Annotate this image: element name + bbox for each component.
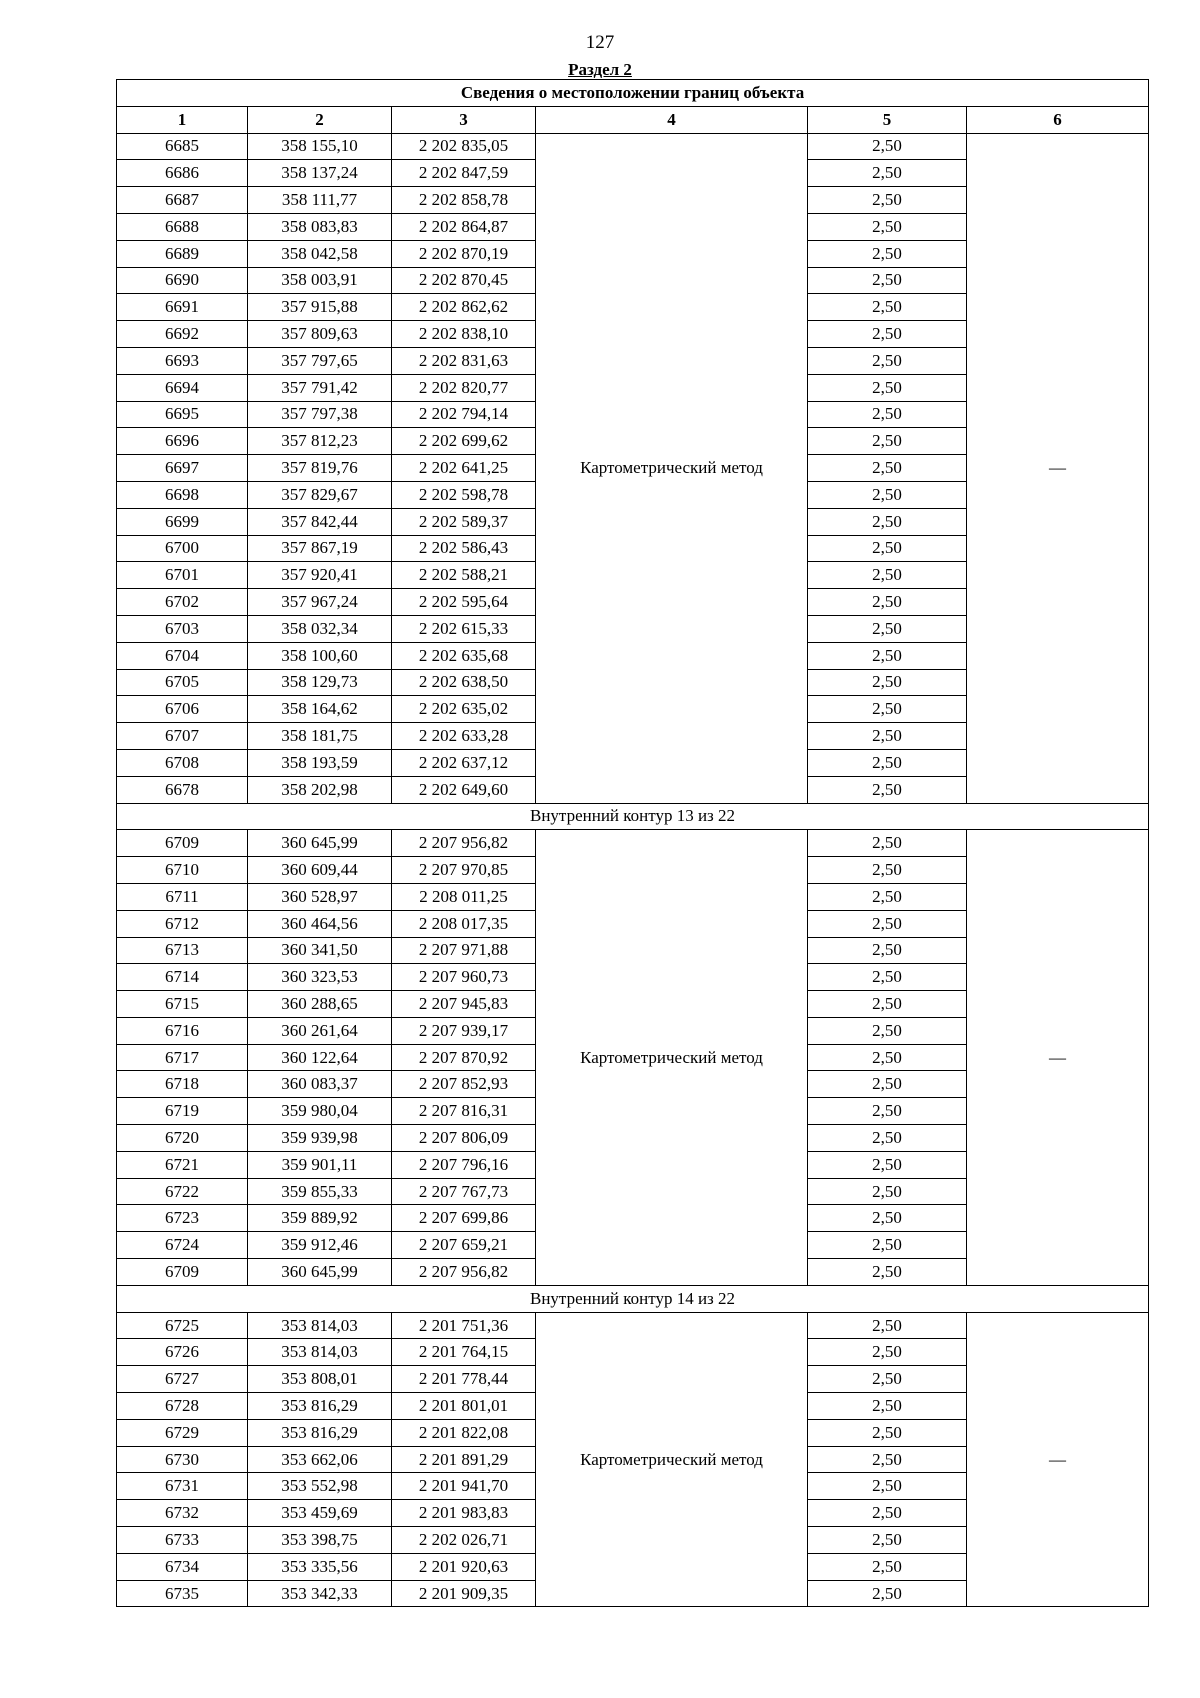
point-number-cell: 6710 — [117, 857, 248, 884]
column-header-3: 3 — [392, 106, 536, 133]
coordinate-y-cell: 2 207 852,93 — [392, 1071, 536, 1098]
column6-cell: — — [967, 1312, 1149, 1607]
accuracy-cell: 2,50 — [808, 589, 967, 616]
point-number-cell: 6692 — [117, 321, 248, 348]
coordinate-y-cell: 2 207 767,73 — [392, 1178, 536, 1205]
coordinate-y-cell: 2 207 816,31 — [392, 1098, 536, 1125]
accuracy-cell: 2,50 — [808, 776, 967, 803]
coordinate-x-cell: 358 003,91 — [248, 267, 392, 294]
coordinate-y-cell: 2 202 638,50 — [392, 669, 536, 696]
coordinate-y-cell: 2 202 835,05 — [392, 133, 536, 160]
point-number-cell: 6702 — [117, 589, 248, 616]
accuracy-cell: 2,50 — [808, 374, 967, 401]
coordinate-y-cell: 2 202 794,14 — [392, 401, 536, 428]
coordinate-y-cell: 2 207 796,16 — [392, 1151, 536, 1178]
point-number-cell: 6732 — [117, 1500, 248, 1527]
coordinate-x-cell: 353 662,06 — [248, 1446, 392, 1473]
point-number-cell: 6695 — [117, 401, 248, 428]
accuracy-cell: 2,50 — [808, 1500, 967, 1527]
point-number-cell: 6706 — [117, 696, 248, 723]
coordinate-x-cell: 357 829,67 — [248, 481, 392, 508]
coordinate-x-cell: 357 842,44 — [248, 508, 392, 535]
coordinate-y-cell: 2 208 017,35 — [392, 910, 536, 937]
coordinate-y-cell: 2 207 870,92 — [392, 1044, 536, 1071]
accuracy-cell: 2,50 — [808, 240, 967, 267]
coordinate-y-cell: 2 202 831,63 — [392, 347, 536, 374]
coordinate-y-cell: 2 202 838,10 — [392, 321, 536, 348]
coordinate-x-cell: 358 083,83 — [248, 213, 392, 240]
accuracy-cell: 2,50 — [808, 535, 967, 562]
accuracy-cell: 2,50 — [808, 267, 967, 294]
accuracy-cell: 2,50 — [808, 1071, 967, 1098]
contour-label-row — [117, 803, 1149, 830]
table-title: Сведения о местоположении границ объекта — [117, 80, 1149, 107]
coordinate-x-cell: 358 129,73 — [248, 669, 392, 696]
coordinate-x-cell: 360 609,44 — [248, 857, 392, 884]
accuracy-cell: 2,50 — [808, 723, 967, 750]
point-number-cell: 6735 — [117, 1580, 248, 1607]
point-number-cell: 6690 — [117, 267, 248, 294]
coordinate-x-cell: 358 042,58 — [248, 240, 392, 267]
point-number-cell: 6686 — [117, 160, 248, 187]
accuracy-cell: 2,50 — [808, 1232, 967, 1259]
column-header-6: 6 — [967, 106, 1149, 133]
coordinate-x-cell: 358 155,10 — [248, 133, 392, 160]
coordinate-x-cell: 360 122,64 — [248, 1044, 392, 1071]
coordinate-x-cell: 357 915,88 — [248, 294, 392, 321]
point-number-cell: 6708 — [117, 749, 248, 776]
accuracy-cell: 2,50 — [808, 883, 967, 910]
accuracy-cell: 2,50 — [808, 1553, 967, 1580]
point-number-cell: 6722 — [117, 1178, 248, 1205]
coordinate-x-cell: 360 645,99 — [248, 830, 392, 857]
coordinate-y-cell: 2 201 920,63 — [392, 1553, 536, 1580]
coordinate-y-cell: 2 202 588,21 — [392, 562, 536, 589]
boundary-table — [116, 79, 1149, 1607]
coordinate-y-cell: 2 202 858,78 — [392, 187, 536, 214]
coordinate-y-cell: 2 202 641,25 — [392, 455, 536, 482]
coordinate-x-cell: 358 032,34 — [248, 615, 392, 642]
column-header-1: 1 — [117, 106, 248, 133]
point-number-cell: 6728 — [117, 1393, 248, 1420]
accuracy-cell: 2,50 — [808, 160, 967, 187]
coordinate-x-cell: 358 111,77 — [248, 187, 392, 214]
column-header-row — [117, 106, 1149, 133]
coordinate-x-cell: 360 288,65 — [248, 991, 392, 1018]
point-number-cell: 6731 — [117, 1473, 248, 1500]
coordinate-y-cell: 2 202 820,77 — [392, 374, 536, 401]
point-number-cell: 6701 — [117, 562, 248, 589]
point-number-cell: 6724 — [117, 1232, 248, 1259]
point-number-cell: 6713 — [117, 937, 248, 964]
accuracy-cell: 2,50 — [808, 401, 967, 428]
point-number-cell: 6689 — [117, 240, 248, 267]
coordinate-y-cell: 2 201 764,15 — [392, 1339, 536, 1366]
table-row — [117, 133, 1149, 160]
coordinate-y-cell: 2 202 589,37 — [392, 508, 536, 535]
accuracy-cell: 2,50 — [808, 964, 967, 991]
accuracy-cell: 2,50 — [808, 1178, 967, 1205]
accuracy-cell: 2,50 — [808, 669, 967, 696]
coordinate-x-cell: 359 912,46 — [248, 1232, 392, 1259]
accuracy-cell: 2,50 — [808, 508, 967, 535]
coordinate-y-cell: 2 202 586,43 — [392, 535, 536, 562]
point-number-cell: 6729 — [117, 1419, 248, 1446]
accuracy-cell: 2,50 — [808, 1446, 967, 1473]
coordinate-y-cell: 2 202 862,62 — [392, 294, 536, 321]
method-cell: Картометрический метод — [536, 1312, 808, 1607]
coordinate-y-cell: 2 202 595,64 — [392, 589, 536, 616]
coordinate-y-cell: 2 201 822,08 — [392, 1419, 536, 1446]
coordinate-y-cell: 2 207 971,88 — [392, 937, 536, 964]
point-number-cell: 6707 — [117, 723, 248, 750]
method-cell: Картометрический метод — [536, 830, 808, 1286]
point-number-cell: 6723 — [117, 1205, 248, 1232]
point-number-cell: 6730 — [117, 1446, 248, 1473]
contour-label: Внутренний контур 13 из 22 — [117, 803, 1149, 830]
contour-label-row — [117, 1285, 1149, 1312]
point-number-cell: 6685 — [117, 133, 248, 160]
accuracy-cell: 2,50 — [808, 1473, 967, 1500]
coordinate-y-cell: 2 202 635,68 — [392, 642, 536, 669]
point-number-cell: 6734 — [117, 1553, 248, 1580]
accuracy-cell: 2,50 — [808, 347, 967, 374]
accuracy-cell: 2,50 — [808, 937, 967, 964]
point-number-cell: 6694 — [117, 374, 248, 401]
coordinate-y-cell: 2 202 870,19 — [392, 240, 536, 267]
accuracy-cell: 2,50 — [808, 830, 967, 857]
accuracy-cell: 2,50 — [808, 455, 967, 482]
coordinate-x-cell: 360 464,56 — [248, 910, 392, 937]
coordinate-x-cell: 358 193,59 — [248, 749, 392, 776]
coordinate-x-cell: 357 920,41 — [248, 562, 392, 589]
accuracy-cell: 2,50 — [808, 187, 967, 214]
coordinate-y-cell: 2 202 615,33 — [392, 615, 536, 642]
point-number-cell: 6712 — [117, 910, 248, 937]
coordinate-y-cell: 2 202 864,87 — [392, 213, 536, 240]
accuracy-cell: 2,50 — [808, 642, 967, 669]
coordinate-x-cell: 353 808,01 — [248, 1366, 392, 1393]
coordinate-x-cell: 358 202,98 — [248, 776, 392, 803]
coordinate-y-cell: 2 202 699,62 — [392, 428, 536, 455]
accuracy-cell: 2,50 — [808, 1366, 967, 1393]
column6-cell: — — [967, 830, 1149, 1286]
coordinate-x-cell: 353 459,69 — [248, 1500, 392, 1527]
point-number-cell: 6703 — [117, 615, 248, 642]
accuracy-cell: 2,50 — [808, 1098, 967, 1125]
coordinate-x-cell: 360 261,64 — [248, 1017, 392, 1044]
coordinate-y-cell: 2 207 659,21 — [392, 1232, 536, 1259]
accuracy-cell: 2,50 — [808, 1580, 967, 1607]
coordinate-x-cell: 357 967,24 — [248, 589, 392, 616]
coordinate-y-cell: 2 201 891,29 — [392, 1446, 536, 1473]
coordinate-x-cell: 358 181,75 — [248, 723, 392, 750]
coordinate-y-cell: 2 207 939,17 — [392, 1017, 536, 1044]
point-number-cell: 6718 — [117, 1071, 248, 1098]
coordinate-y-cell: 2 208 011,25 — [392, 883, 536, 910]
coordinate-y-cell: 2 201 983,83 — [392, 1500, 536, 1527]
point-number-cell: 6711 — [117, 883, 248, 910]
coordinate-x-cell: 357 797,38 — [248, 401, 392, 428]
accuracy-cell: 2,50 — [808, 857, 967, 884]
coordinate-x-cell: 359 901,11 — [248, 1151, 392, 1178]
accuracy-cell: 2,50 — [808, 1125, 967, 1152]
accuracy-cell: 2,50 — [808, 428, 967, 455]
accuracy-cell: 2,50 — [808, 562, 967, 589]
coordinate-y-cell: 2 201 751,36 — [392, 1312, 536, 1339]
point-number-cell: 6696 — [117, 428, 248, 455]
accuracy-cell: 2,50 — [808, 1339, 967, 1366]
coordinate-x-cell: 360 323,53 — [248, 964, 392, 991]
accuracy-cell: 2,50 — [808, 294, 967, 321]
accuracy-cell: 2,50 — [808, 1393, 967, 1420]
coordinate-x-cell: 357 797,65 — [248, 347, 392, 374]
coordinate-x-cell: 357 819,76 — [248, 455, 392, 482]
coordinate-y-cell: 2 202 870,45 — [392, 267, 536, 294]
point-number-cell: 6709 — [117, 1259, 248, 1286]
accuracy-cell: 2,50 — [808, 991, 967, 1018]
point-number-cell: 6697 — [117, 455, 248, 482]
coordinate-x-cell: 358 164,62 — [248, 696, 392, 723]
point-number-cell: 6714 — [117, 964, 248, 991]
coordinate-y-cell: 2 207 699,86 — [392, 1205, 536, 1232]
point-number-cell: 6719 — [117, 1098, 248, 1125]
coordinate-y-cell: 2 201 778,44 — [392, 1366, 536, 1393]
point-number-cell: 6709 — [117, 830, 248, 857]
coordinate-x-cell: 357 812,23 — [248, 428, 392, 455]
coordinate-x-cell: 353 814,03 — [248, 1339, 392, 1366]
coordinate-x-cell: 358 100,60 — [248, 642, 392, 669]
coordinate-x-cell: 359 889,92 — [248, 1205, 392, 1232]
point-number-cell: 6687 — [117, 187, 248, 214]
coordinate-x-cell: 353 816,29 — [248, 1393, 392, 1420]
table-row — [117, 830, 1149, 857]
point-number-cell: 6726 — [117, 1339, 248, 1366]
accuracy-cell: 2,50 — [808, 1044, 967, 1071]
table-row — [117, 1312, 1149, 1339]
coordinate-y-cell: 2 202 847,59 — [392, 160, 536, 187]
coordinate-y-cell: 2 207 956,82 — [392, 830, 536, 857]
accuracy-cell: 2,50 — [808, 1151, 967, 1178]
point-number-cell: 6733 — [117, 1527, 248, 1554]
method-cell: Картометрический метод — [536, 133, 808, 803]
point-number-cell: 6691 — [117, 294, 248, 321]
accuracy-cell: 2,50 — [808, 321, 967, 348]
point-number-cell: 6727 — [117, 1366, 248, 1393]
coordinate-x-cell: 357 791,42 — [248, 374, 392, 401]
coordinate-x-cell: 360 083,37 — [248, 1071, 392, 1098]
coordinate-y-cell: 2 202 598,78 — [392, 481, 536, 508]
coordinate-x-cell: 358 137,24 — [248, 160, 392, 187]
coordinate-x-cell: 359 980,04 — [248, 1098, 392, 1125]
point-number-cell: 6716 — [117, 1017, 248, 1044]
coordinate-x-cell: 359 855,33 — [248, 1178, 392, 1205]
point-number-cell: 6698 — [117, 481, 248, 508]
point-number-cell: 6705 — [117, 669, 248, 696]
coordinate-y-cell: 2 202 026,71 — [392, 1527, 536, 1554]
accuracy-cell: 2,50 — [808, 749, 967, 776]
coordinate-y-cell: 2 201 801,01 — [392, 1393, 536, 1420]
coordinate-x-cell: 360 645,99 — [248, 1259, 392, 1286]
page-number: 127 — [585, 32, 615, 53]
accuracy-cell: 2,50 — [808, 1419, 967, 1446]
coordinate-x-cell: 353 816,29 — [248, 1419, 392, 1446]
accuracy-cell: 2,50 — [808, 1259, 967, 1286]
coordinate-y-cell: 2 201 941,70 — [392, 1473, 536, 1500]
accuracy-cell: 2,50 — [808, 133, 967, 160]
coordinate-y-cell: 2 207 945,83 — [392, 991, 536, 1018]
coordinate-x-cell: 357 867,19 — [248, 535, 392, 562]
point-number-cell: 6715 — [117, 991, 248, 1018]
point-number-cell: 6688 — [117, 213, 248, 240]
column-header-5: 5 — [808, 106, 967, 133]
accuracy-cell: 2,50 — [808, 910, 967, 937]
coordinate-y-cell: 2 207 970,85 — [392, 857, 536, 884]
point-number-cell: 6700 — [117, 535, 248, 562]
coordinate-x-cell: 353 398,75 — [248, 1527, 392, 1554]
column6-cell: — — [967, 133, 1149, 803]
coordinate-x-cell: 353 814,03 — [248, 1312, 392, 1339]
coordinate-x-cell: 360 528,97 — [248, 883, 392, 910]
coordinate-y-cell: 2 207 806,09 — [392, 1125, 536, 1152]
coordinate-y-cell: 2 201 909,35 — [392, 1580, 536, 1607]
point-number-cell: 6704 — [117, 642, 248, 669]
accuracy-cell: 2,50 — [808, 1205, 967, 1232]
accuracy-cell: 2,50 — [808, 696, 967, 723]
point-number-cell: 6725 — [117, 1312, 248, 1339]
coordinate-y-cell: 2 202 637,12 — [392, 749, 536, 776]
coordinate-y-cell: 2 202 633,28 — [392, 723, 536, 750]
accuracy-cell: 2,50 — [808, 213, 967, 240]
coordinate-x-cell: 353 335,56 — [248, 1553, 392, 1580]
point-number-cell: 6693 — [117, 347, 248, 374]
coordinate-x-cell: 360 341,50 — [248, 937, 392, 964]
coordinate-y-cell: 2 207 956,82 — [392, 1259, 536, 1286]
accuracy-cell: 2,50 — [808, 481, 967, 508]
contour-label: Внутренний контур 14 из 22 — [117, 1285, 1149, 1312]
table-body — [117, 133, 1149, 1607]
point-number-cell: 6717 — [117, 1044, 248, 1071]
accuracy-cell: 2,50 — [808, 1312, 967, 1339]
accuracy-cell: 2,50 — [808, 1527, 967, 1554]
coordinate-y-cell: 2 202 649,60 — [392, 776, 536, 803]
point-number-cell: 6678 — [117, 776, 248, 803]
coordinate-y-cell: 2 207 960,73 — [392, 964, 536, 991]
column-header-2: 2 — [248, 106, 392, 133]
coordinate-x-cell: 357 809,63 — [248, 321, 392, 348]
accuracy-cell: 2,50 — [808, 1017, 967, 1044]
point-number-cell: 6721 — [117, 1151, 248, 1178]
coordinate-x-cell: 353 342,33 — [248, 1580, 392, 1607]
point-number-cell: 6720 — [117, 1125, 248, 1152]
coordinate-y-cell: 2 202 635,02 — [392, 696, 536, 723]
section-title: Раздел 2 — [568, 60, 632, 79]
coordinate-x-cell: 359 939,98 — [248, 1125, 392, 1152]
accuracy-cell: 2,50 — [808, 615, 967, 642]
point-number-cell: 6699 — [117, 508, 248, 535]
column-header-4: 4 — [536, 106, 808, 133]
coordinate-x-cell: 353 552,98 — [248, 1473, 392, 1500]
